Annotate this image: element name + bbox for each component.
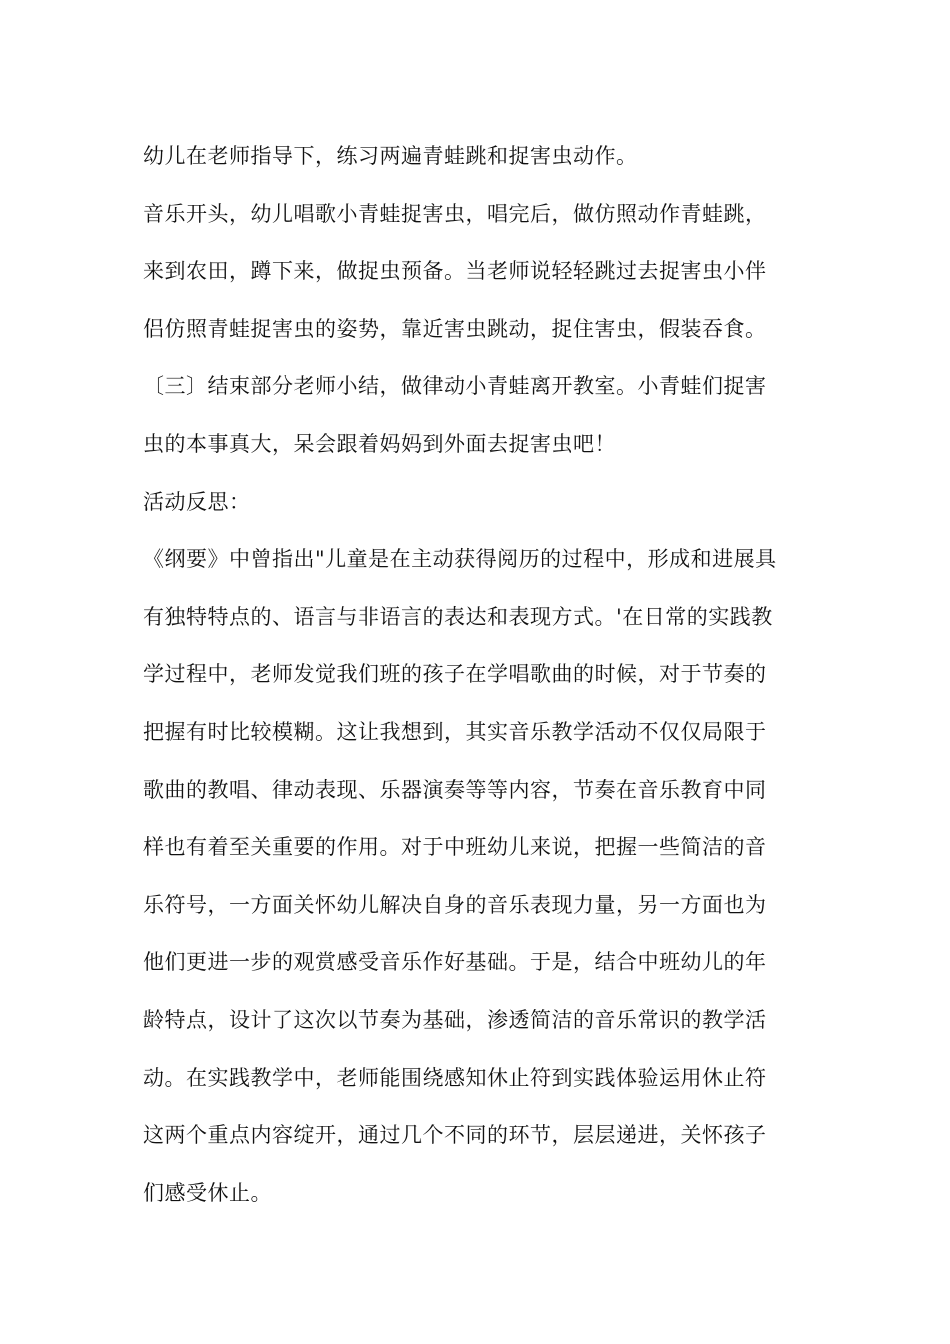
text-line: 龄特点，设计了这次以节奏为基础，渗透简洁的音乐常识的教学活 [143, 1007, 767, 1032]
text-line: 有独特特点的、语言与非语言的表达和表现方式。'在日常的实践教 [143, 604, 773, 629]
text-line: 音乐开头，幼儿唱歌小青蛙捉害虫，唱完后，做仿照动作青蛙跳， [143, 201, 767, 226]
text-line: 样也有着至关重要的作用。对于中班幼儿来说，把握一些简洁的音 [143, 835, 767, 860]
text-line: 歌曲的教唱、律动表现、乐器演奏等等内容，节奏在音乐教育中同 [143, 777, 767, 802]
text-line: 乐符号，一方面关怀幼儿解决自身的音乐表现力量，另一方面也为 [143, 892, 767, 917]
text-line: 幼儿在老师指导下，练习两遍青蛙跳和捉害虫动作。 [143, 144, 638, 168]
text-line: 这两个重点内容绽开，通过几个不同的环节，层层递进，关怀孩子 [143, 1123, 767, 1148]
text-line: 虫的本事真大，呆会跟着妈妈到外面去捉害虫吧！ [143, 431, 616, 456]
text-line: 《纲要》中曾指出"儿童是在主动获得阅历的过程中，形成和进展具 [143, 547, 777, 572]
text-line: 动。在实践教学中，老师能围绕感知休止符到实践体验运用休止符 [143, 1065, 767, 1090]
text-line: 来到农田，蹲下来，做捉虫预备。当老师说轻轻跳过去捉害虫小伴 [143, 259, 767, 284]
text-line: 〔三〕结束部分老师小结，做律动小青蛙离开教室。小青蛙们捉害 [143, 374, 767, 399]
text-line: 们感受休止。 [143, 1180, 272, 1205]
section-heading: 活动反思： [143, 489, 251, 514]
text-line: 学过程中，老师发觉我们班的孩子在学唱歌曲的时候，对于节奏的 [143, 662, 767, 687]
text-line: 把握有时比较模糊。这让我想到，其实音乐教学活动不仅仅局限于 [143, 719, 767, 744]
text-line: 侣仿照青蛙捉害虫的姿势，靠近害虫跳动，捉住害虫，假装吞食。 [143, 316, 767, 341]
document-body [143, 128, 823, 1222]
text-line: 他们更进一步的观赏感受音乐作好基础。于是，结合中班幼儿的年 [143, 950, 767, 975]
